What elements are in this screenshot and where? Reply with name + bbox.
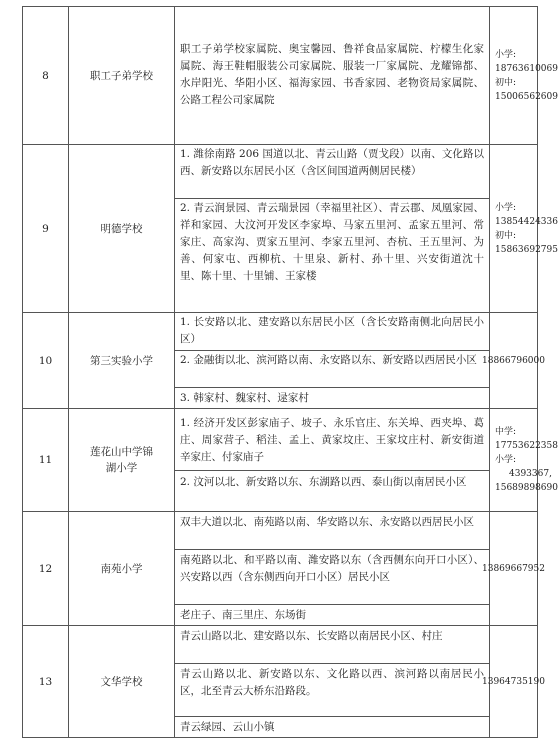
school-name: 明德学校 xyxy=(69,145,175,312)
area-cell xyxy=(175,7,490,144)
phone-cell xyxy=(482,512,545,625)
phone-label: 小学: xyxy=(495,202,517,213)
phone-number: 15689898690 xyxy=(495,483,558,493)
row-number: 13 xyxy=(23,626,69,737)
area-text: 1. 长安路以北、建安路以东居民小区（含长安路南侧北向居民小区） xyxy=(175,313,489,351)
area-text: 青云山路以北、新安路以东、文化路以西、滨河路以南居民小区，北至青云大桥东沿路段。 xyxy=(175,664,489,717)
area-text: 老庄子、南三里庄、东场街 xyxy=(180,609,306,621)
phone-label: 初中: xyxy=(495,77,517,88)
table-row xyxy=(22,145,558,313)
phone-number: 15863692795 xyxy=(495,244,558,255)
school-name: 第三实验小学 xyxy=(69,313,175,408)
phone-cell xyxy=(482,313,545,408)
phone-label: 小学: xyxy=(495,455,517,465)
area-cell xyxy=(175,626,490,737)
phone-label: 小学: xyxy=(495,49,517,60)
school-name: 南苑小学 xyxy=(69,512,175,625)
area-text: 3. 韩家村、魏家村、逯家村 xyxy=(180,392,309,404)
table-row xyxy=(22,6,558,145)
phone-cell xyxy=(490,7,558,144)
row-number: 10 xyxy=(23,313,69,408)
area-text: 青云山路以北、建安路以东、长安路以南居民小区、村庄 xyxy=(175,626,489,664)
area-cell xyxy=(175,313,490,408)
phone-number: 18763610069 xyxy=(495,63,558,74)
school-name: 职工子弟学校 xyxy=(69,7,175,144)
area-cell xyxy=(175,512,490,625)
row-number: 11 xyxy=(23,409,69,511)
phone-cell xyxy=(482,626,545,737)
area-text: 1. 潍徐南路 206 国道以北、青云山路（贾戈段）以南、文化路以西、新安路以东居民小区（含区间国道两侧居民楼） xyxy=(175,145,489,199)
phone-number: 15006562609 xyxy=(495,91,558,102)
area-text: 1. 经济开发区彭家庙子、坡子、永乐官庄、东关埠、西夹埠、葛庄、周家营子、稻洼、孟上、黄家坟庄、王家坟庄村、新安街道辛家庄、付家庙子 xyxy=(175,409,489,471)
phone-cell xyxy=(490,145,558,312)
phone-number: 13869667952 xyxy=(482,563,545,574)
area-text: 职工子弟学校家属院、奥宝馨园、鲁祥食品家属院、柠檬生化家属院、海王鞋帽服装公司家属院、服装一厂家属院、龙耀锦都、水岸阳光、华阳小区、福海家园、书香家园、老物资局家属院、公路工程公司家属院 xyxy=(180,43,484,106)
school-name: 莲花山中学锦湖小学 xyxy=(69,409,175,511)
row-number: 9 xyxy=(23,145,69,312)
row-number: 8 xyxy=(23,7,69,144)
area-text: 双丰大道以北、南苑路以南、华安路以东、永安路以西居民小区 xyxy=(175,512,489,550)
phone-cell xyxy=(490,409,558,511)
area-text: 青云绿园、云山小镇 xyxy=(180,721,275,733)
phone-number: 4393367, xyxy=(509,469,552,479)
area-text: 2. 青云润景园、青云瑞景园（幸福里社区）、青云郡、凤凰家园、祥和家园、大汶河开发区李家埠、马家五里河、孟家五里河、常家庄、高家沟、贾家五里河、李家五里河、杏杭、王五里河、为善、何家屯、西柳杭、十里泉、新村、孙十里、兴安街道沈十里、陈十里、十里铺、王家楼 xyxy=(180,202,484,282)
phone-number: 13964735190 xyxy=(482,676,545,687)
phone-number: 18866796000 xyxy=(482,355,545,366)
school-name: 文华学校 xyxy=(69,626,175,737)
row-number: 12 xyxy=(23,512,69,625)
phone-number: 13854424336 xyxy=(495,216,558,227)
area-text: 2. 汶河以北、新安路以东、东湖路以西、泰山街以南居民小区 xyxy=(180,476,467,488)
table-row xyxy=(22,409,558,512)
phone-label: 初中: xyxy=(495,230,517,241)
area-text: 南苑路以北、和平路以南、潍安路以东（含西侧东向开口小区）、兴安路以西（含东侧西向开口小区）居民小区 xyxy=(175,550,489,605)
area-cell xyxy=(175,409,490,511)
table-row xyxy=(22,512,545,626)
phone-number: 17753622358 xyxy=(495,441,558,451)
area-text: 2. 金融街以北、滨河路以南、永安路以东、新安路以西居民小区 xyxy=(175,351,489,388)
table-row xyxy=(22,626,545,738)
phone-label: 中学: xyxy=(495,427,517,437)
table-row xyxy=(22,313,545,409)
area-cell xyxy=(175,145,490,312)
